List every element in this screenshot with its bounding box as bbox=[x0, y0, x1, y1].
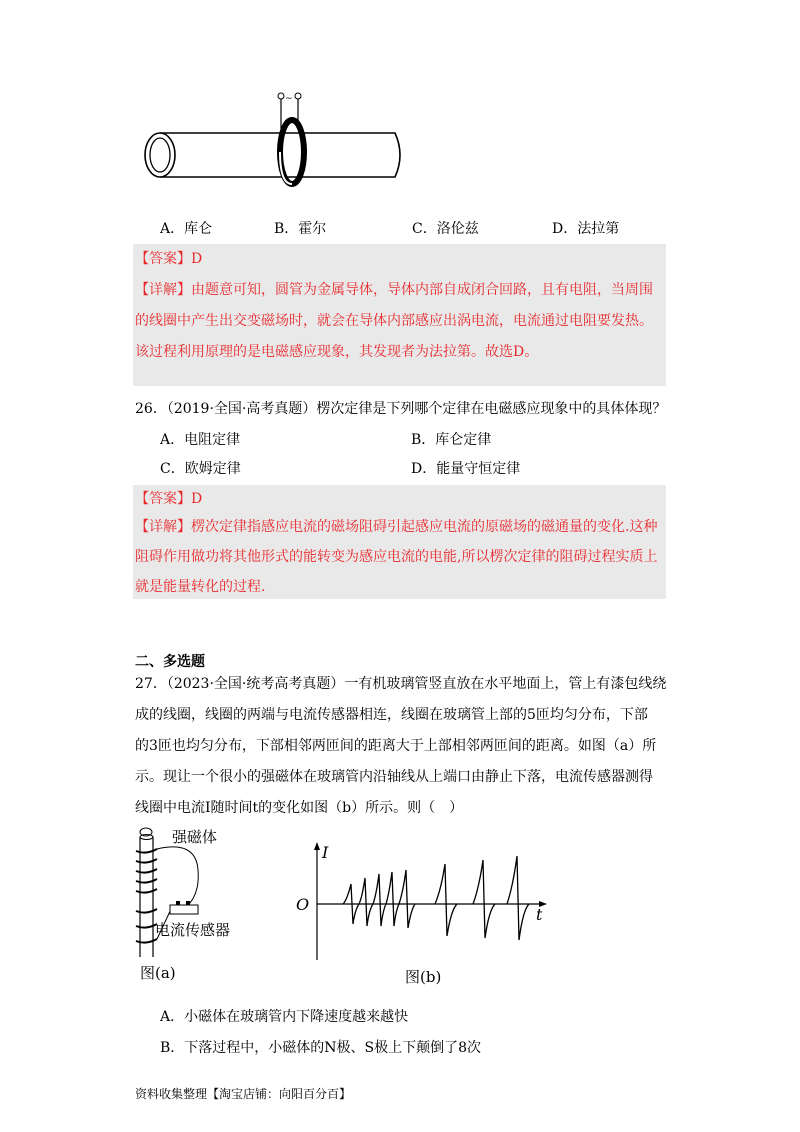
q26-option-a: A．电阻定律 bbox=[160, 432, 241, 448]
fig-a-magnet-label: 强磁体 bbox=[172, 828, 218, 846]
fig-b-caption: 图(b) bbox=[405, 968, 442, 986]
q25-option-c: C．洛伦兹 bbox=[412, 221, 479, 237]
q25-option-d: D．法拉第 bbox=[552, 221, 620, 237]
q26-explanation-line-3: 就是能量转化的过程. bbox=[135, 579, 266, 595]
q25-option-b: B．霍尔 bbox=[274, 221, 327, 237]
q25-explanation-line-2: 的线圈中产生出交变磁场时，就会在导体内部感应出涡电流，电流通过电阻要发热。 bbox=[135, 313, 653, 329]
q25-answer: 【答案】D bbox=[135, 251, 203, 267]
q27-stem-line-2: 成的线圈，线圈的两端与电流传感器相连，线圈在玻璃管上部的5匝均匀分布，下部 bbox=[135, 707, 648, 723]
q26-answer: 【答案】D bbox=[135, 491, 203, 507]
tube-coil-figure bbox=[140, 85, 410, 200]
q26-stem: 26．（2019·全国·高考真题）楞次定律是下列哪个定律在电磁感应现象中的具体体现？ bbox=[135, 401, 667, 417]
fig-a-caption: 图(a) bbox=[140, 964, 176, 982]
fig-b-origin-label: O bbox=[296, 895, 310, 914]
figure-a-glass-tube bbox=[126, 825, 276, 985]
q26-answer-box bbox=[133, 485, 666, 599]
q25-answer-box bbox=[133, 244, 666, 386]
current-waveform bbox=[343, 856, 529, 940]
q27-option-a: A．小磁体在玻璃管内下降速度越来越快 bbox=[160, 1009, 409, 1025]
page-footer: 资料收集整理【淘宝店铺：向阳百分百】 bbox=[135, 1087, 352, 1101]
q25-explanation-line-1: 【详解】由题意可知，圆管为金属导体，导体内部自成闭合回路，且有电阻，当周围 bbox=[135, 282, 653, 298]
svg-text:~: ~ bbox=[285, 94, 293, 104]
q26-option-d: D．能量守恒定律 bbox=[411, 461, 521, 477]
section-title: 二、多选题 bbox=[135, 654, 205, 670]
figure-b-current-graph bbox=[295, 840, 560, 965]
q26-explanation-line-1: 【详解】楞次定律指感应电流的磁场阻碍引起感应电流的原磁场的磁通量的变化.这种 bbox=[135, 519, 658, 535]
q25-option-a: A．库仑 bbox=[160, 221, 213, 237]
q27-stem-line-3: 的3匝也均匀分布，下部相邻两匝间的距离大于上部相邻两匝间的距离。如图（a）所 bbox=[135, 738, 657, 754]
q27-stem-line-4: 示。现让一个很小的强磁体在玻璃管内沿轴线从上端口由静止下落，电流传感器测得 bbox=[135, 769, 653, 785]
q27-option-b: B．下落过程中，小磁体的N极、S极上下颠倒了8次 bbox=[160, 1040, 482, 1056]
q26-option-c: C．欧姆定律 bbox=[160, 461, 241, 477]
q26-explanation-line-2: 阻碍作用做功将其他形式的能转变为感应电流的电能,所以楞次定律的阻碍过程实质上 bbox=[135, 549, 658, 565]
fig-a-sensor-label: 电流传感器 bbox=[155, 921, 231, 939]
q25-explanation-line-3: 该过程利用原理的是电磁感应现象，其发现者为法拉第。故选D。 bbox=[135, 344, 539, 360]
fig-b-x-label: t bbox=[536, 905, 543, 924]
q26-option-b: B．库仑定律 bbox=[411, 432, 492, 448]
fig-b-y-label: I bbox=[322, 843, 329, 862]
q27-stem-line-5: 线圈中电流I随时间t的变化如图（b）所示。则（ ） bbox=[135, 800, 464, 816]
q27-stem-line-1: 27．（2023·全国·统考高考真题）一有机玻璃管竖直放在水平地面上，管上有漆包线绕 bbox=[135, 676, 667, 692]
